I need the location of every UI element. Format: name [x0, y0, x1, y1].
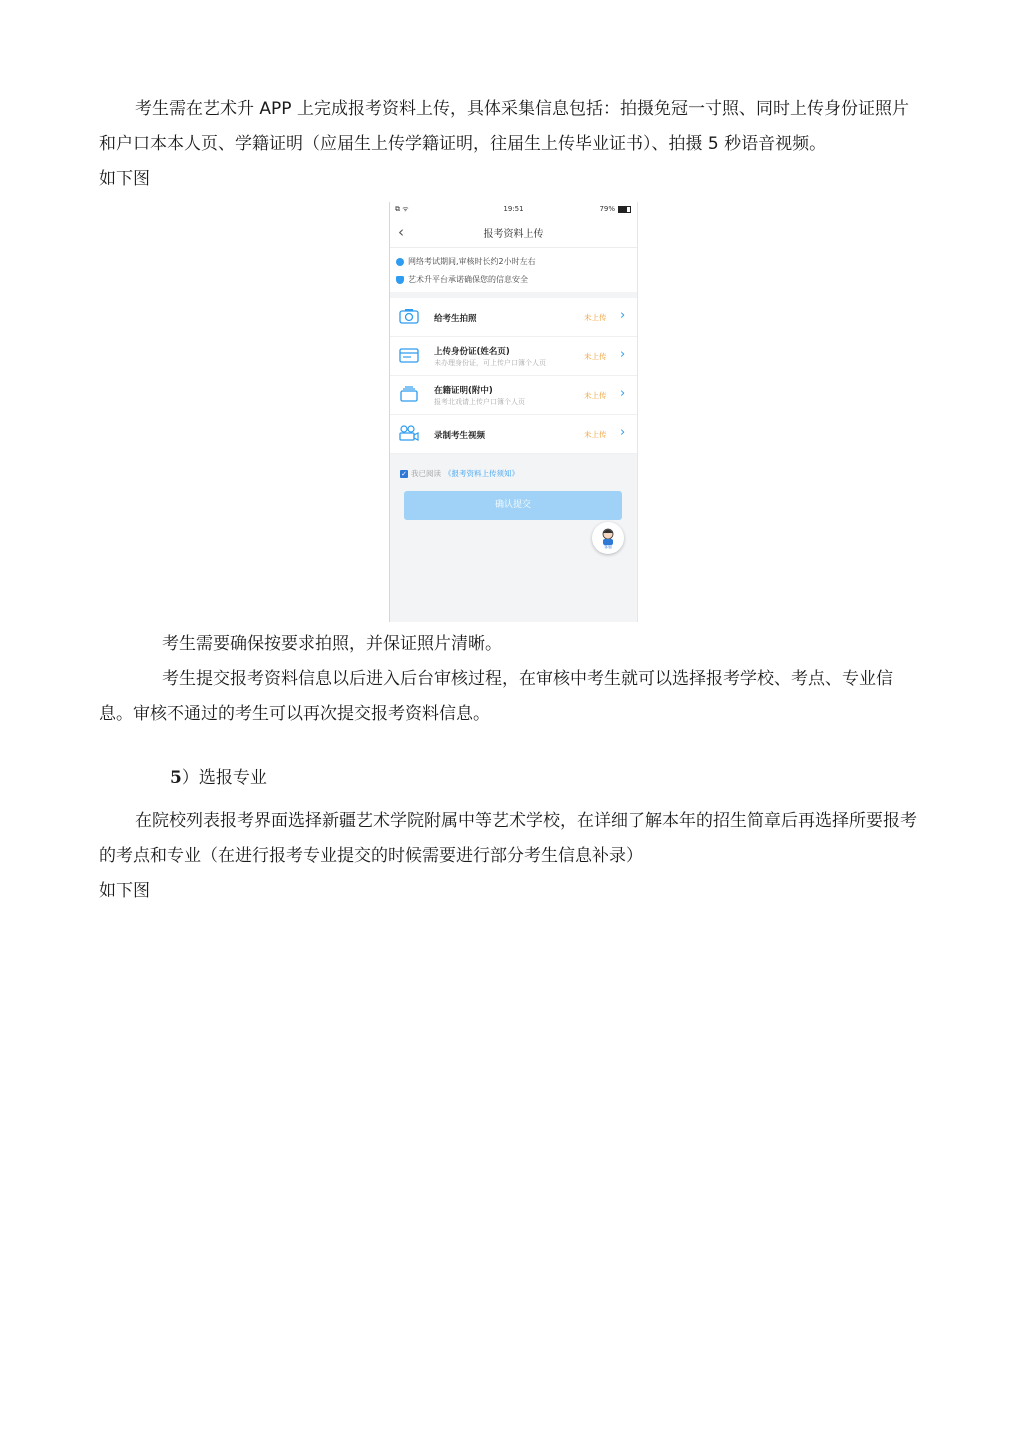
item-name: 给考生拍照	[434, 314, 477, 324]
chevron-right-icon: ›	[620, 386, 626, 401]
item-hint: 未办理身份证，可上传户口簿个人页	[434, 359, 546, 367]
customer-service-button[interactable]	[592, 522, 624, 554]
signal-wifi-icon: ⧉ ᯤ	[395, 205, 409, 213]
shield-icon	[396, 276, 404, 284]
notice-panel	[390, 248, 637, 292]
agree-prefix: 我已阅读	[411, 469, 441, 478]
chevron-right-icon: ›	[620, 308, 626, 323]
list-item[interactable]	[390, 337, 637, 376]
status-badge: 未上传	[584, 391, 607, 400]
video-camera-icon	[399, 425, 419, 441]
battery-icon	[618, 206, 631, 213]
back-arrow-icon[interactable]: ‹	[398, 223, 404, 241]
review-paragraph: 考生提交报考资料信息以后进入后台审核过程，在审核中考生就可以选择报考学校、考点、专业信息。审核不通过的考生可以再次提交报考资料信息。	[99, 669, 893, 724]
item-hint: 报考北戏请上传户口簿个人页	[434, 398, 525, 406]
heading-text: ）选报专业	[181, 768, 267, 788]
user-icon	[396, 258, 404, 266]
list-item[interactable]	[390, 298, 637, 337]
certificate-icon	[399, 386, 419, 402]
section-heading	[170, 763, 267, 788]
notice-line-1	[396, 256, 536, 267]
status-badge: 未上传	[584, 313, 607, 322]
chevron-right-icon: ›	[620, 425, 626, 440]
agree-checkbox[interactable]: ✓	[401, 469, 407, 478]
notice-text-2: 艺术升平台承诺确保您的信息安全	[408, 275, 528, 284]
photo-note: 考生需要确保按要求拍照，并保证照片清晰。	[162, 634, 502, 654]
status-time: 19:51	[503, 205, 524, 213]
item-name: 在籍证明(附中)	[434, 386, 493, 396]
list-item[interactable]	[390, 415, 637, 454]
status-badge: 未上传	[584, 430, 607, 439]
chevron-right-icon: ›	[620, 347, 626, 362]
intro-paragraph: 考生需在艺术升 APP 上完成报考资料上传，具体采集信息包括：拍摄免冠一寸照、同时上传身份证照片和户口本本人页、学籍证明（应届生上传学籍证明，往届生上传毕业证书）、拍摄 5 秒语音视频。	[99, 99, 909, 154]
list-item[interactable]	[390, 376, 637, 415]
id-card-icon	[399, 347, 419, 363]
figure-caption-1: 如下图	[99, 169, 150, 189]
item-name: 上传身份证(姓名页)	[434, 347, 510, 357]
submit-button[interactable]: 确认提交	[404, 491, 622, 520]
camera-icon	[399, 308, 419, 324]
notice-line-2	[396, 274, 528, 285]
nav-title: 报考资料上传	[483, 229, 544, 240]
notice-text-1: 网络考试期间,审核时长约2小时左右	[408, 257, 536, 266]
status-bar	[390, 202, 637, 217]
nav-bar	[390, 217, 637, 248]
status-badge: 未上传	[584, 352, 607, 361]
heading-number: 5	[170, 768, 182, 788]
app-screenshot	[389, 202, 638, 622]
figure-caption-2: 如下图	[99, 881, 150, 901]
helper-label: 客服	[604, 544, 612, 549]
upload-list	[390, 298, 637, 454]
major-paragraph: 在院校列表报考界面选择新疆艺术学院附属中等艺术学校，在详细了解本年的招生简章后再选择所要报考的考点和专业（在进行报考专业提交的时候需要进行部分考生信息补录）	[99, 811, 917, 866]
battery-percent: 79%	[599, 205, 615, 213]
agree-link[interactable]: 《报考资料上传须知》	[444, 469, 519, 478]
item-name: 录制考生视频	[434, 431, 486, 441]
agreement-row	[400, 468, 519, 479]
